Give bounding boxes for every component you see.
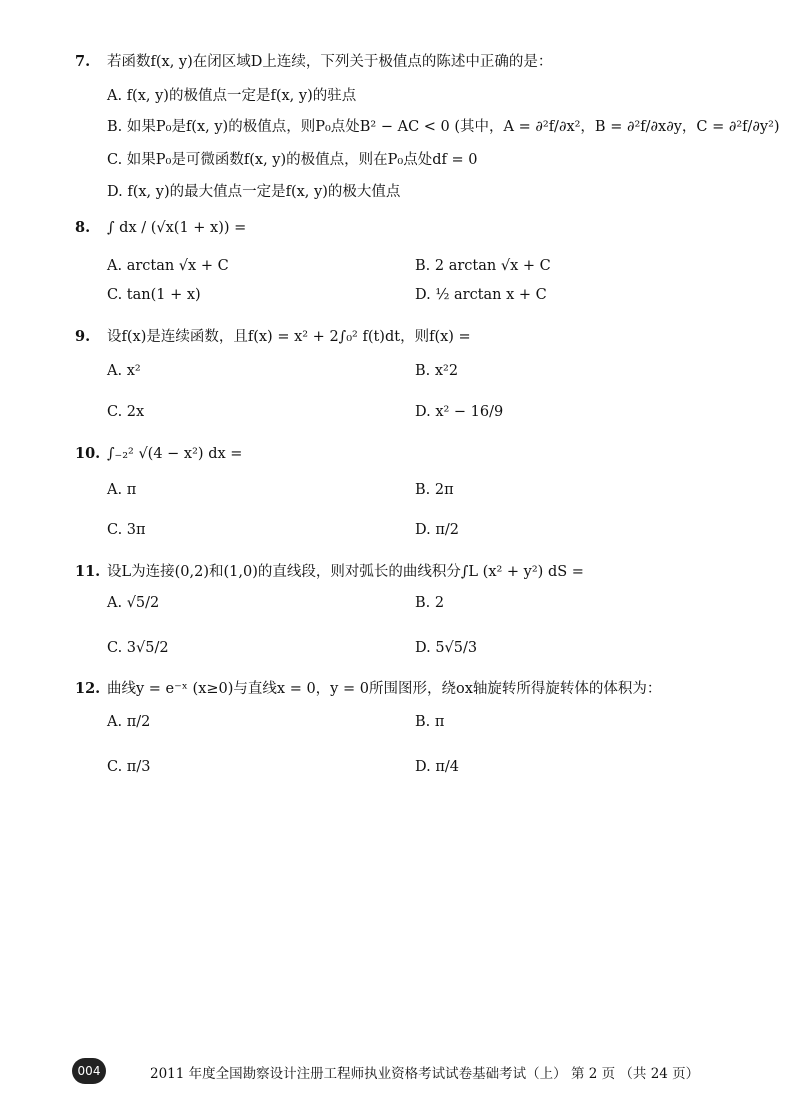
question-12 xyxy=(75,679,661,699)
question-stem: 曲线y = e⁻ˣ (x≥0)与直线x = 0，y = 0所围图形，绕ox轴旋转所得旋转体的体积为： xyxy=(107,681,662,697)
question-number: 10. xyxy=(75,445,101,462)
page-footer: 2011 年度全国勘察设计注册工程师执业资格考试试卷基础考试（上） 第 2 页 （共 24 页） xyxy=(150,1066,700,1082)
option-a: A. arctan √x + C xyxy=(107,258,229,274)
question-9 xyxy=(75,327,471,347)
question-stem: ∫ dx / (√x(1 + x)) = xyxy=(107,220,247,236)
option-d: D. π/2 xyxy=(415,522,459,538)
question-10 xyxy=(75,444,242,464)
option-b: B. 2 arctan √x + C xyxy=(415,258,551,274)
question-stem: 若函数f(x, y)在闭区域D上连续，下列关于极值点的陈述中正确的是： xyxy=(107,54,553,70)
option-a: A. f(x, y)的极值点一定是f(x, y)的驻点 xyxy=(107,88,357,104)
option-c: C. 如果P₀是可微函数f(x, y)的极值点，则在P₀点处df = 0 xyxy=(107,152,478,168)
question-stem: 设L为连接(0,2)和(1,0)的直线段，则对弧长的曲线积分∫L (x² + y²) dS = xyxy=(107,564,584,580)
page-number-badge: 004 xyxy=(72,1058,106,1084)
option-c: C. 3√5/2 xyxy=(107,640,169,656)
question-number: 11. xyxy=(75,563,101,580)
option-d: D. π/4 xyxy=(415,759,459,775)
option-b: B. π xyxy=(415,714,445,730)
option-d: D. x² − 16/9 xyxy=(415,404,504,420)
option-a: A. π xyxy=(107,482,137,498)
question-stem: ∫₋₂² √(4 − x²) dx = xyxy=(107,446,243,462)
option-b: B. 2 xyxy=(415,595,445,611)
option-c: C. 3π xyxy=(107,522,146,538)
question-number: 7. xyxy=(75,53,91,70)
question-stem: 设f(x)是连续函数，且f(x) = x² + 2∫₀² f(t)dt，则f(x) = xyxy=(107,329,471,345)
option-c: C. tan(1 + x) xyxy=(107,287,201,303)
question-number: 12. xyxy=(75,680,101,697)
option-d: D. ½ arctan x + C xyxy=(415,287,547,303)
option-a: A. π/2 xyxy=(107,714,151,730)
option-c: C. π/3 xyxy=(107,759,151,775)
option-b: B. 2π xyxy=(415,482,454,498)
option-a: A. √5/2 xyxy=(107,595,160,611)
option-b: B. 如果P₀是f(x, y)的极值点，则P₀点处B² − AC < 0 (其中，A = ∂²f/∂x²，B = ∂²f/∂x∂y，C = ∂²f/∂y²) xyxy=(107,119,780,135)
option-d: D. 5√5/3 xyxy=(415,640,478,656)
option-b: B. x²2 xyxy=(415,363,459,379)
question-number: 8. xyxy=(75,219,91,236)
question-7 xyxy=(75,52,552,72)
question-number: 9. xyxy=(75,328,91,345)
option-a: A. x² xyxy=(107,363,141,379)
option-d: D. f(x, y)的最大值点一定是f(x, y)的极大值点 xyxy=(107,184,401,200)
question-11 xyxy=(75,562,584,582)
option-c: C. 2x xyxy=(107,404,145,420)
question-8 xyxy=(75,218,246,238)
